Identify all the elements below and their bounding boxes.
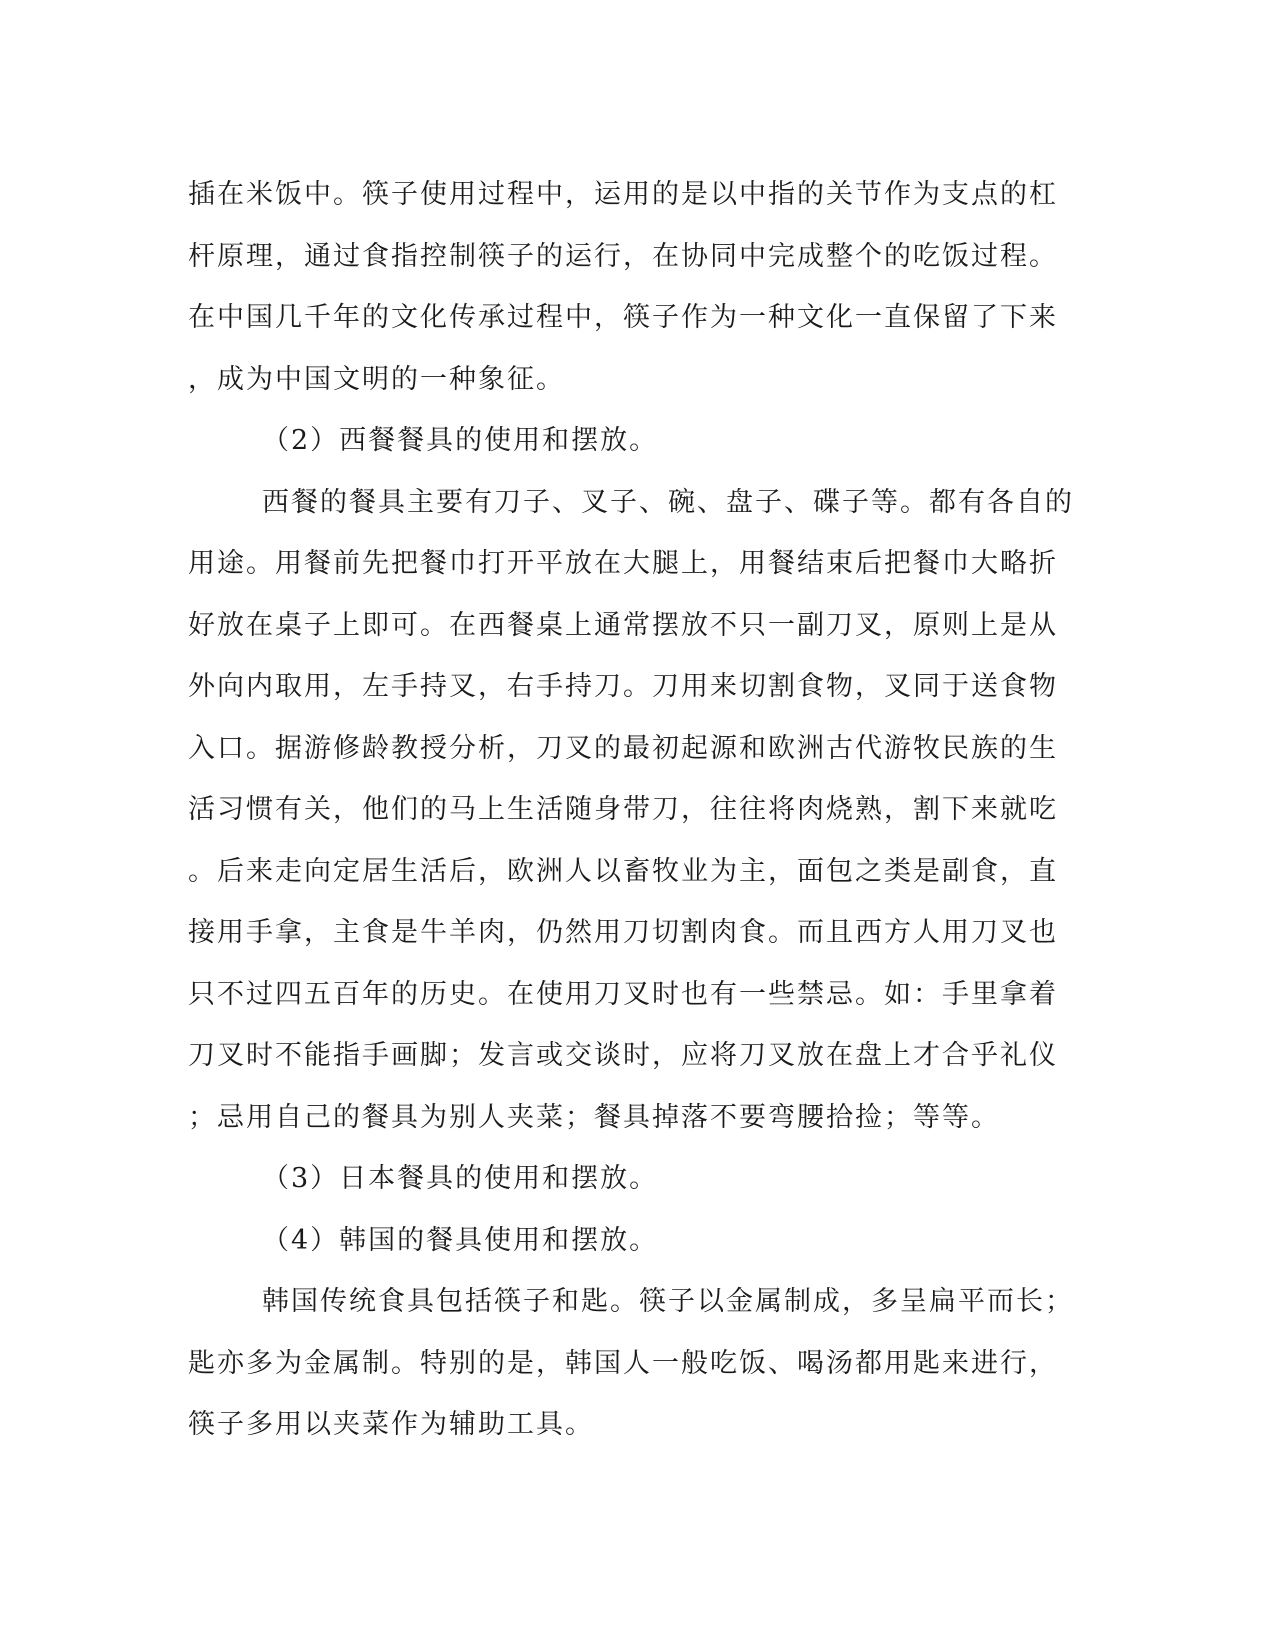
paragraph-start-line: 韩国传统食具包括筷子和匙。筷子以金属制成，多呈扁平而长； <box>262 1286 1074 1317</box>
text-line: 接用手拿，主食是牛羊肉，仍然用刀切割肉食。而且西方人用刀叉也 <box>188 917 1058 948</box>
text-line: ，成为中国文明的一种象征。 <box>188 363 565 395</box>
text-line: ；忌用自己的餐具为别人夹菜；餐具掉落不要弯腰拾捡；等等。 <box>188 1101 1000 1133</box>
text-line: 只不过四五百年的历史。在使用刀叉时也有一些禁忌。如：手里拿着 <box>188 978 1058 1010</box>
section-heading-japanese: （3）日本餐具的使用和摆放。 <box>262 1163 659 1194</box>
text-line: 活习惯有关，他们的马上生活随身带刀，往往将肉烧熟，割下来就吃 <box>188 794 1058 825</box>
text-line: 匙亦多为金属制。特别的是，韩国人一般吃饭、喝汤都用匙来进行， <box>188 1347 1058 1379</box>
text-line: 。后来走向定居生活后，欧洲人以畜牧业为主，面包之类是副食，直 <box>188 855 1058 887</box>
text-line: 在中国几千年的文化传承过程中，筷子作为一种文化一直保留了下来 <box>188 302 1058 333</box>
text-line: 好放在桌子上即可。在西餐桌上通常摆放不只一副刀叉，原则上是从 <box>188 609 1058 641</box>
section-heading-western: （2）西餐餐具的使用和摆放。 <box>262 425 659 456</box>
text-line: 用途。用餐前先把餐巾打开平放在大腿上，用餐结束后把餐巾大略折 <box>188 548 1058 579</box>
text-line: 刀叉时不能指手画脚；发言或交谈时，应将刀叉放在盘上才合乎礼仪 <box>188 1040 1058 1071</box>
text-line: 入口。据游修龄教授分析，刀叉的最初起源和欧洲古代游牧民族的生 <box>188 732 1058 764</box>
body-text <box>188 164 1088 1456</box>
text-line: 杆原理，通过食指控制筷子的运行，在协同中完成整个的吃饭过程。 <box>188 240 1058 272</box>
text-line: 筷子多用以夹菜作为辅助工具。 <box>188 1409 594 1440</box>
paragraph-start-line: 西餐的餐具主要有刀子、叉子、碗、盘子、碟子等。都有各自的 <box>262 486 1074 518</box>
text-line: 插在米饭中。筷子使用过程中，运用的是以中指的关节作为支点的杠 <box>188 179 1058 210</box>
text-line: 外向内取用，左手持叉，右手持刀。刀用来切割食物，叉同于送食物 <box>188 671 1058 702</box>
section-heading-korean: （4）韩国的餐具使用和摆放。 <box>262 1224 659 1256</box>
